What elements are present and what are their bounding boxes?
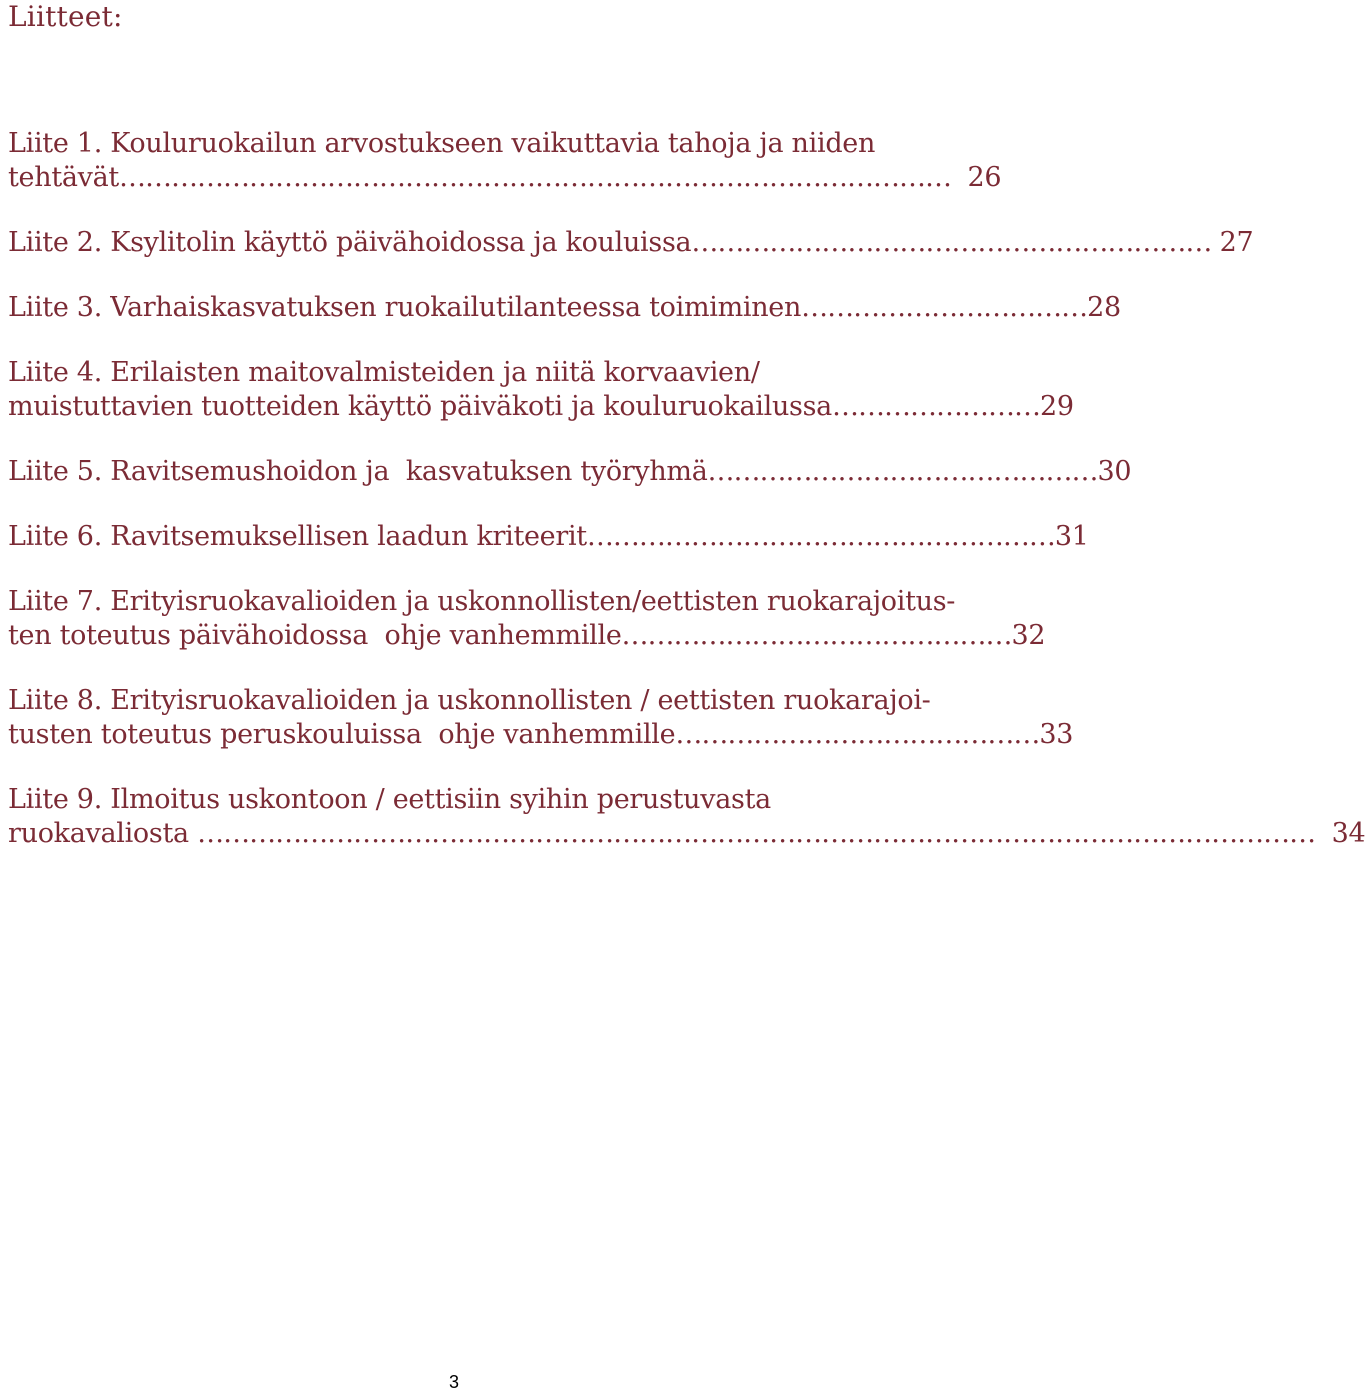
toc-entry-title-line: muistuttavien tuotteiden käyttö päiväkoti ja kouluruokailussa [8,391,832,422]
toc-entry-page-number: 27 [1211,227,1254,258]
dot-leader: ………………………………………………………………………………………………………………… [197,818,1316,849]
toc-entry-page-number: 33 [1039,719,1074,750]
toc-entry-liite-5[interactable] [8,455,1132,489]
toc-entry-page-number: 32 [1011,620,1046,651]
toc-entry-title-line: tusten toteutus peruskouluissa ohje vanhemmille [8,719,676,750]
page-number: 3 [449,1372,460,1392]
toc-entry-liite-4[interactable] [8,356,1074,424]
toc-entry-page-number: 34 [1315,818,1365,849]
toc-entry-liite-1[interactable] [8,127,1002,195]
dot-leader: ……………………………………… [707,456,1098,487]
toc-entry-title-line: ruokavaliosta [8,818,198,849]
toc-entry-title-line: Liite 7. Erityisruokavalioiden ja uskonnollisten/eettisten ruokarajoitus- [8,586,956,617]
toc-entry-title-line: Liite 3. Varhaiskasvatuksen ruokailutilanteessa toimiminen [8,292,802,323]
toc-entry-title-line: Liite 1. Kouluruokailun arvostukseen vaikuttavia tahoja ja niiden [8,128,876,159]
toc-entry-page-number: 31 [1054,521,1089,552]
toc-entry-liite-6[interactable] [8,520,1089,554]
toc-entry-page-number: 29 [1039,391,1074,422]
toc-entry-title-line: Liite 6. Ravitsemuksellisen laadun kriteerit [8,521,587,552]
toc-entry-title-line: Liite 5. Ravitsemushoidon ja kasvatuksen työryhmä [8,456,708,487]
dot-leader: ……………………………………… [621,620,1012,651]
table-of-contents [8,127,1365,851]
toc-entry-page-number: 28 [1087,292,1121,323]
toc-entry-liite-8[interactable] [8,684,1074,752]
toc-entry-title-line: ten toteutus päivähoidossa ohje vanhemmille [8,620,622,651]
dot-leader: …………………………………………………………………………………… [118,162,951,193]
toc-entry-liite-2[interactable] [8,226,1254,260]
toc-entry-liite-9[interactable] [8,783,1365,851]
dot-leader: …………………… [831,391,1040,422]
toc-entry-liite-7[interactable] [8,585,1046,653]
toc-entry-title-line: Liite 2. Ksylitolin käyttö päivähoidossa ja kouluissa [8,227,692,258]
toc-entry-liite-3[interactable] [8,291,1121,325]
dot-leader: …………………………………………………… [691,227,1212,258]
toc-entry-title-line: Liite 8. Erityisruokavalioiden ja uskonnollisten / eettisten ruokarajoi- [8,685,931,716]
dot-leader: …………………………… [801,292,1088,323]
toc-entry-page-number: 26 [950,162,1002,193]
toc-entry-title-line: tehtävät [8,162,119,193]
toc-entry-page-number: 30 [1097,456,1132,487]
toc-entry-title-line: Liite 4. Erilaisten maitovalmisteiden ja niitä korvaavien/ [8,357,760,388]
toc-entry-title-line: Liite 9. Ilmoitus uskontoon / eettisiin syihin perustuvasta [8,784,771,815]
dot-leader: …………………………………… [675,719,1040,750]
page-heading: Liitteet: [8,0,123,33]
dot-leader: ……………………………………………… [586,521,1055,552]
